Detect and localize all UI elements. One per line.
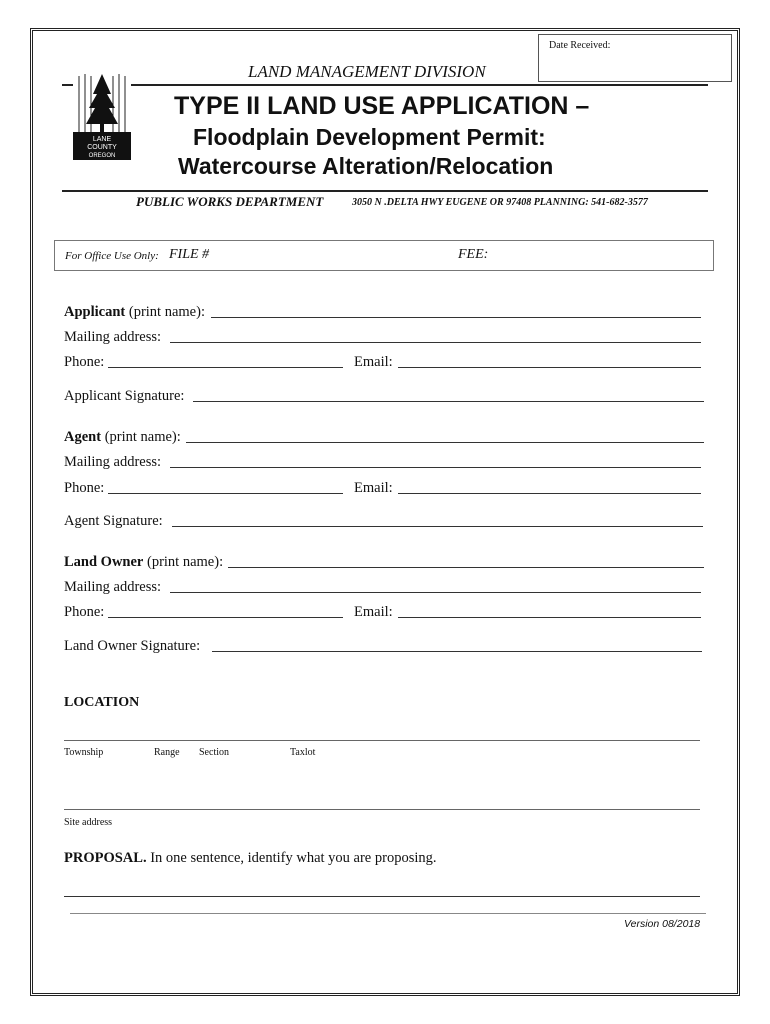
site-address-label: Site address bbox=[64, 817, 113, 828]
agent-mailing-field[interactable] bbox=[170, 467, 701, 468]
title-line-3: Watercourse Alteration/Relocation bbox=[178, 153, 554, 179]
applicant-name-label: Applicant (print name): bbox=[64, 304, 205, 320]
footer-rule bbox=[70, 913, 706, 914]
lane-county-logo bbox=[73, 72, 131, 160]
applicant-mailing-label: Mailing address: bbox=[64, 329, 162, 345]
applicant-phone-label: Phone: bbox=[64, 354, 105, 370]
agent-phone-field[interactable] bbox=[108, 493, 343, 494]
range-label: Range bbox=[154, 747, 180, 758]
applicant-mailing-field[interactable] bbox=[170, 342, 701, 343]
agent-email-field[interactable] bbox=[398, 493, 701, 494]
agent-name-label: Agent (print name): bbox=[64, 429, 181, 445]
owner-name-field[interactable] bbox=[228, 567, 704, 568]
applicant-signature-label: Applicant Signature: bbox=[64, 388, 185, 404]
owner-mailing-label: Mailing address: bbox=[64, 579, 162, 595]
agent-signature-field[interactable] bbox=[172, 526, 703, 527]
office-use-label: For Office Use Only: bbox=[65, 250, 159, 262]
section-label: Section bbox=[199, 747, 229, 758]
applicant-signature-field[interactable] bbox=[193, 401, 704, 402]
township-range-field[interactable] bbox=[64, 740, 700, 741]
agent-signature-label: Agent Signature: bbox=[64, 513, 163, 529]
header-rule-bottom bbox=[62, 190, 708, 192]
site-address-field[interactable] bbox=[64, 809, 700, 810]
location-heading: LOCATION bbox=[64, 695, 140, 710]
proposal-label: PROPOSAL. In one sentence, identify what you are proposing. bbox=[64, 850, 437, 866]
owner-name-label: Land Owner (print name): bbox=[64, 554, 224, 570]
owner-signature-label: Land Owner Signature: bbox=[64, 638, 201, 654]
agent-phone-label: Phone: bbox=[64, 480, 105, 496]
file-number-label: FILE # bbox=[169, 247, 210, 262]
owner-phone-field[interactable] bbox=[108, 617, 343, 618]
applicant-name-field[interactable] bbox=[211, 317, 701, 318]
owner-email-field[interactable] bbox=[398, 617, 701, 618]
agent-email-label: Email: bbox=[354, 480, 393, 496]
applicant-phone-field[interactable] bbox=[108, 367, 343, 368]
agent-name-field[interactable] bbox=[186, 442, 704, 443]
title-line-2: Floodplain Development Permit: bbox=[193, 124, 546, 150]
township-label: Township bbox=[64, 747, 104, 758]
logo-text-county: COUNTY bbox=[87, 144, 117, 151]
proposal-field[interactable] bbox=[64, 896, 700, 897]
agent-mailing-label: Mailing address: bbox=[64, 454, 162, 470]
owner-phone-label: Phone: bbox=[64, 604, 105, 620]
department-name: PUBLIC WORKS DEPARTMENT bbox=[136, 194, 324, 209]
version-label: Version 08/2018 bbox=[624, 918, 701, 930]
header-rule-top bbox=[62, 84, 708, 86]
title-line-1: TYPE II LAND USE APPLICATION – bbox=[174, 92, 590, 120]
owner-email-label: Email: bbox=[354, 604, 393, 620]
logo-text-lane: LANE bbox=[92, 136, 112, 143]
date-received-box[interactable] bbox=[538, 34, 732, 82]
date-received-label: Date Received: bbox=[549, 40, 611, 51]
fee-label: FEE: bbox=[458, 247, 489, 262]
department-address: 3050 N .DELTA HWY EUGENE OR 97408 PLANNING: 541-682-3577 bbox=[352, 197, 648, 208]
division-name: LAND MANAGEMENT DIVISION bbox=[248, 62, 486, 81]
taxlot-label: Taxlot bbox=[290, 747, 316, 758]
logo-text-oregon: OREGON bbox=[88, 153, 116, 159]
office-use-box bbox=[54, 240, 714, 271]
owner-mailing-field[interactable] bbox=[170, 592, 701, 593]
applicant-email-field[interactable] bbox=[398, 367, 701, 368]
owner-signature-field[interactable] bbox=[212, 651, 702, 652]
applicant-email-label: Email: bbox=[354, 354, 393, 370]
